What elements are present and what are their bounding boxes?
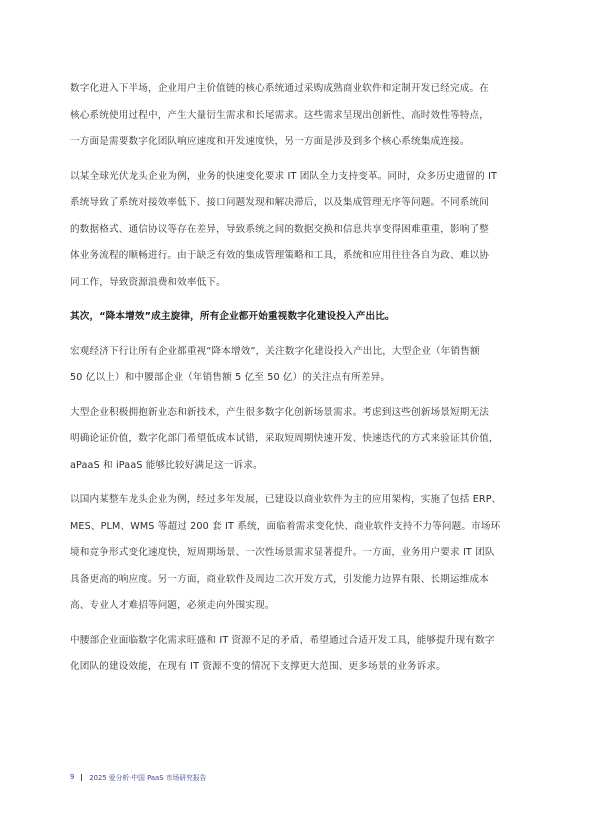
text-line: 大型企业积极拥抱新业态和新技术，产生很多数字化创新场景需求。考虑到这些创新场景短期无法 bbox=[70, 406, 489, 418]
text-line: 系统导致了系统对接效率低下、接口问题发现和解决滞后，以及集成管理无序等问题。不同系统间 bbox=[70, 197, 489, 208]
text-line: 50 亿以上）和中腰部企业（年销售额 5 亿至 50 亿）的关注点有所差异。 bbox=[70, 372, 391, 383]
text-line: aPaaS 和 iPaaS 能够比较好满足这一诉求。 bbox=[70, 459, 263, 471]
page-footer bbox=[70, 772, 206, 782]
paragraph bbox=[70, 76, 532, 156]
text-line: 的数据格式、通信协议等存在差异，导致系统之间的数据交换和信息共享变得困难重重，影响了整 bbox=[70, 223, 489, 235]
text-line: 一方面是需要数字化团队响应速度和开发速度快，另一方面是涉及到多个核心系统集成连接。 bbox=[70, 136, 470, 147]
text-line: 其次，“降本增效”成主旋律，所有企业都开始重视数字化建设投入产出比。 bbox=[70, 311, 395, 322]
report-title: 2025 爱分析·中国 PaaS 市场研究报告 bbox=[89, 774, 207, 782]
text-line: 以某全球光伏龙头企业为例，业务的快速变化要求 IT 团队全力支持变革。同时，众多历史遗留的 IT bbox=[70, 170, 498, 182]
text-line: MES、PLM、WMS 等超过 200 套 IT 系统，面临着需求变化快、商业软件支持不力等问题。市场环 bbox=[70, 520, 501, 532]
page-number: 9 bbox=[70, 773, 75, 781]
text-line: 化团队的建设效能，在现有 IT 资源不变的情况下支撑更大范围、更多场景的业务诉求。 bbox=[70, 661, 446, 672]
footer-divider bbox=[81, 774, 82, 781]
text-line: 核心系统使用过程中，产生大量衍生需求和长尾需求。这些需求呈现出创新性、高时效性等特点， bbox=[70, 109, 489, 121]
paragraph bbox=[70, 628, 532, 681]
text-line: 同工作，导致资源浪费和效率低下。 bbox=[70, 276, 226, 288]
text-line: 数字化进入下半场，企业用户主价值链的核心系统通过采购成熟商业软件和定制开发已经完成。在 bbox=[70, 83, 489, 94]
paragraph bbox=[70, 400, 532, 480]
text-line: 中腰部企业面临数字化需求旺盛和 IT 资源不足的矛盾，希望通过合适开发工具，能够提升现有数字 bbox=[70, 634, 495, 646]
text-line: 境和竞争形式变化速度快，短周期场景、一次性场景需求显著提升。一方面，业务用户要求 IT 团队 bbox=[70, 547, 495, 558]
text-line: 具备更高的响应度。另一方面，商业软件及周边二次开发方式，引发能力边界有限、长期运维成本 bbox=[70, 573, 489, 585]
paragraph bbox=[70, 487, 532, 620]
body-text bbox=[70, 76, 532, 689]
paragraph bbox=[70, 339, 532, 392]
text-line: 高、专业人才难招等问题，必须走向外围实现。 bbox=[70, 600, 275, 611]
text-line: 明确论证价值，数字化部门希望低成本试错，采取短周期快速开发、快速迭代的方式来验证其价值， bbox=[70, 433, 499, 444]
paragraph bbox=[70, 164, 532, 297]
section-heading bbox=[70, 304, 532, 331]
text-line: 以国内某整车龙头企业为例，经过多年发展，已建设以商业软件为主的应用架构，实施了包括 ERP、 bbox=[70, 494, 502, 505]
text-line: 体业务流程的顺畅进行。由于缺乏有效的集成管理策略和工具，系统和应用往往各自为政、难以协 bbox=[70, 250, 489, 261]
text-line: 宏观经济下行让所有企业都重视“降本增效”，关注数字化建设投入产出比，大型企业（年销售额 bbox=[70, 345, 480, 357]
